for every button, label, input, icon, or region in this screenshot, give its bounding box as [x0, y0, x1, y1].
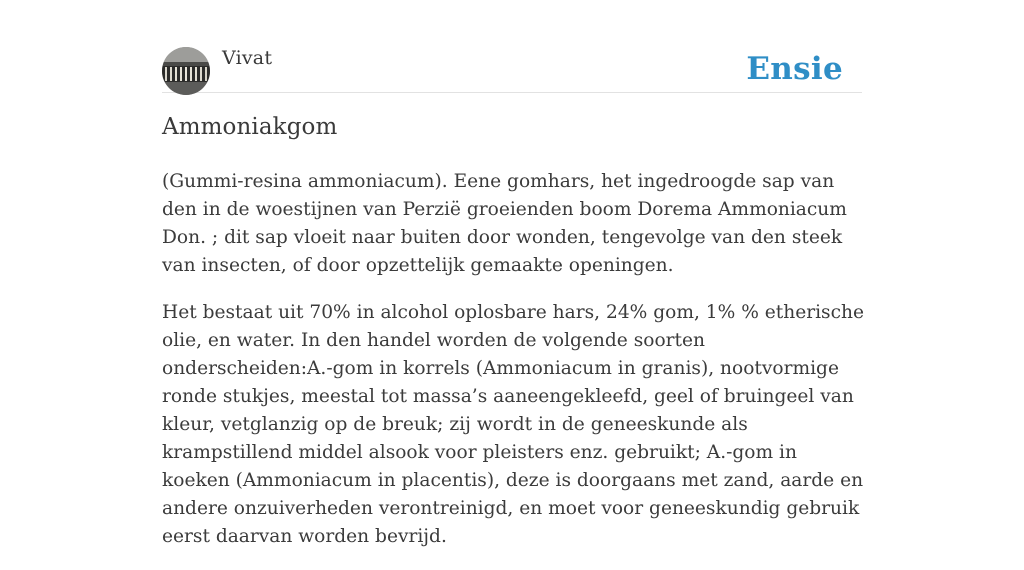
author-name[interactable]: Vivat: [222, 47, 273, 69]
brand-logo[interactable]: Ensie: [746, 51, 843, 87]
article-title: Ammoniakgom: [162, 114, 338, 140]
article-body: [162, 168, 864, 570]
paragraph: Het bestaat uit 70% in alcohol oplosbare hars, 24% gom, 1% % etherische olie, en water. In den handel worden de volgende soorten onderscheiden:A.-gom in korrels (Ammoniacum in granis), nootvormige ronde stukjes, meestal tot massa’s aaneengekleefd, geel of bruingeel van kleur, vetglanzig op de breuk; zij wordt in de geneeskunde als krampstillend middel alsook voor pleisters enz. gebruikt; A.-gom in koeken (Ammoniacum in placentis), deze is doorgaans met zand, aarde en andere onzuiverheden verontreinigd, en moet voor geneeskundig gebruik eerst daarvan worden bevrijd.: [162, 302, 864, 547]
article-header: [162, 46, 862, 93]
paragraph: (Gummi-resina ammoniacum). Eene gomhars, het ingedroogde sap van den in de woestijnen van Perzië groeienden boom Dorema Ammoniacum Don. ; dit sap vloeit naar buiten door wonden, tengevolge van den steek van insecten, of door opzettelijk gemaakte openingen.: [162, 171, 847, 276]
avatar-image: [162, 47, 210, 95]
avatar[interactable]: [162, 47, 210, 95]
